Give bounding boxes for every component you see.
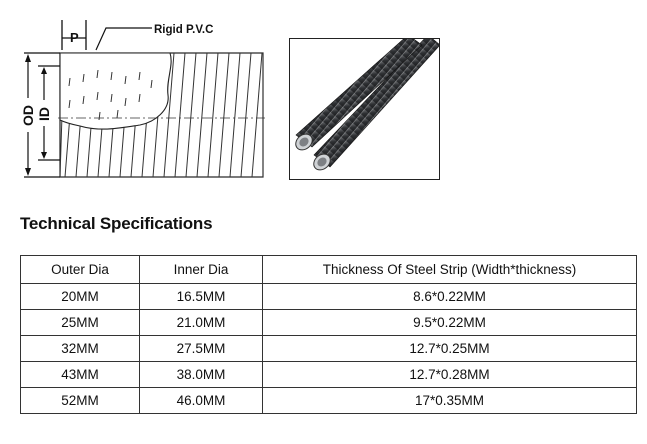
table-row [21, 336, 637, 362]
spec-table [20, 255, 637, 414]
cell-inner-dia: 38.0MM [140, 362, 263, 388]
od-label: OD [20, 105, 36, 126]
cell-thickness: 8.6*0.22MM [263, 284, 637, 310]
cell-inner-dia: 27.5MM [140, 336, 263, 362]
specs-title: Technical Specifications [20, 214, 213, 233]
table-row [21, 362, 637, 388]
col-header-outer-dia: Outer Dia [21, 256, 140, 284]
id-label: ID [36, 107, 52, 121]
material-label: Rigid P.V.C [154, 24, 214, 36]
table-row [21, 284, 637, 310]
cell-outer-dia: 43MM [21, 362, 140, 388]
cell-thickness: 9.5*0.22MM [263, 310, 637, 336]
col-header-inner-dia: Inner Dia [140, 256, 263, 284]
pitch-label: P [70, 30, 79, 45]
cell-outer-dia: 32MM [21, 336, 140, 362]
table-row [21, 310, 637, 336]
material-leader-line [96, 28, 152, 50]
cell-thickness: 12.7*0.25MM [263, 336, 637, 362]
cell-outer-dia: 25MM [21, 310, 140, 336]
table-header-row [21, 256, 637, 284]
cell-thickness: 12.7*0.28MM [263, 362, 637, 388]
steel-conduit-pipe-icon [290, 39, 439, 179]
cell-inner-dia: 16.5MM [140, 284, 263, 310]
cell-outer-dia: 20MM [21, 284, 140, 310]
pipe-diagram [0, 0, 285, 195]
product-photo [289, 38, 440, 180]
cell-inner-dia: 46.0MM [140, 388, 263, 414]
cell-thickness: 17*0.35MM [263, 388, 637, 414]
cell-outer-dia: 52MM [21, 388, 140, 414]
col-header-thickness: Thickness Of Steel Strip (Width*thickness) [263, 256, 637, 284]
cell-inner-dia: 21.0MM [140, 310, 263, 336]
table-row [21, 388, 637, 414]
